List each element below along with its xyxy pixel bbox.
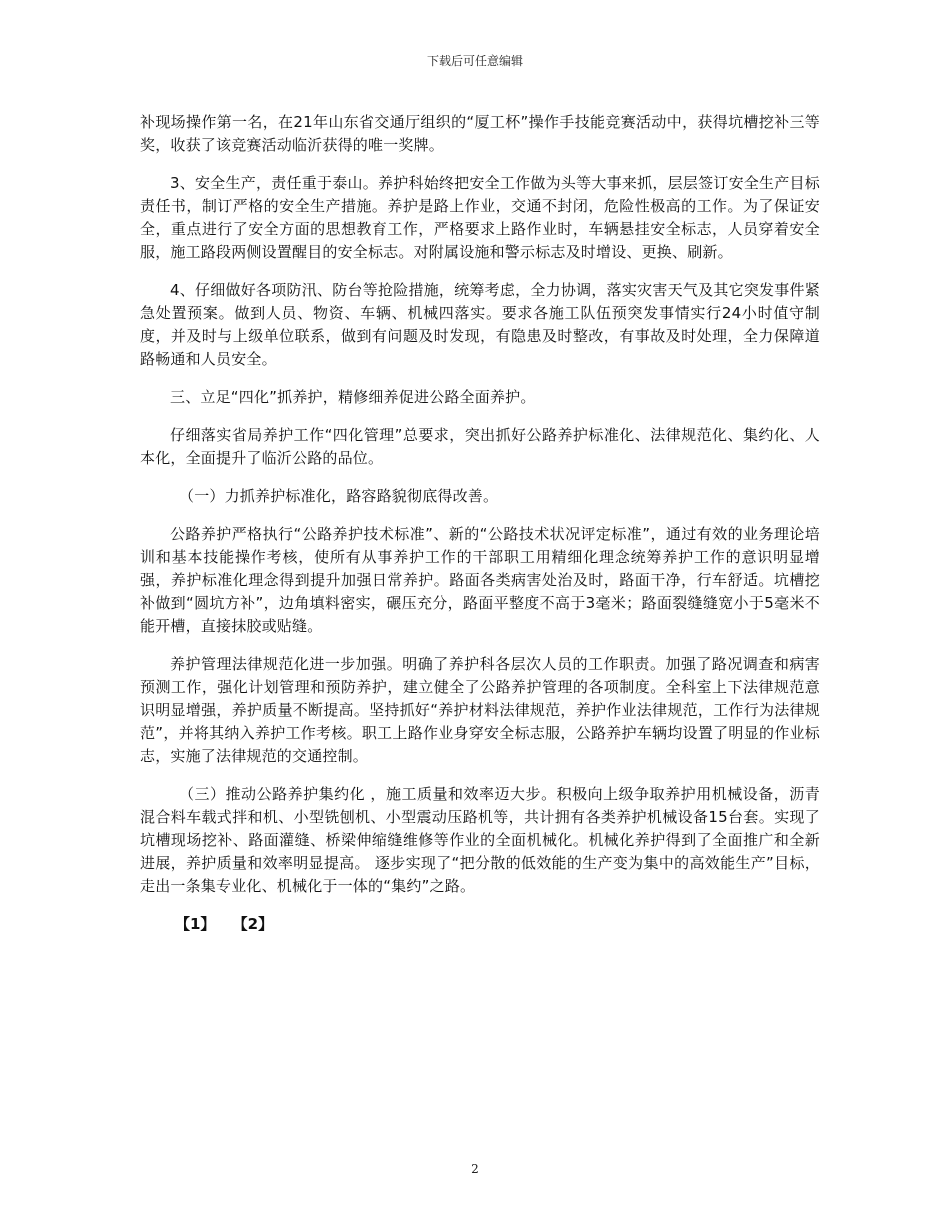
page-link-1[interactable]: 【1】 bbox=[175, 915, 216, 933]
pagination-links bbox=[140, 913, 820, 936]
paragraph-safety: 3、安全生产，责任重于泰山。养护科始终把安全工作做为头等大事来抓，层层签订安全生产目标责任书，制订严格的安全生产措施。养护是路上作业，交通不封闭，危险性极高的工作。为了保证安全，重点进行了安全方面的思想教育工作，严格要求上路作业时，车辆悬挂安全标志，人员穿着安全服，施工路段两侧设置醒目的安全标志。对附属设施和警示标志及时增设、更换、刷新。 bbox=[140, 174, 820, 261]
document-body bbox=[140, 111, 820, 936]
page-number: 2 bbox=[471, 1162, 479, 1176]
paragraph-flood-prevention: 4、仔细做好各项防汛、防台等抢险措施，统筹考虑，全力协调，落实灾害天气及其它突发事件紧急处置预案。做到人员、物资、车辆、机械四落实。要求各施工队伍预突发事情实行24小时值守制度，并及时与上级单位联系，做到有问题及时发现，有隐患及时整改，有事故及时处理，全力保障道路畅通和人员安全。 bbox=[140, 281, 820, 368]
section-heading-three: 三、立足“四化”抓养护，精修细养促进公路全面养护。 bbox=[170, 388, 536, 406]
subheading-standardization: （一）力抓养护标准化，路容路貌彻底得改善。 bbox=[179, 487, 499, 505]
paragraph-legal-norms: 养护管理法律规范化进一步加强。明确了养护科各层次人员的工作职责。加强了路况调查和病害预测工作，强化计划管理和预防养护，建立健全了公路养护管理的各项制度。全科室上下法律规范意识明显增强，养护质量不断提高。坚持抓好“养护材料法律规范，养护作业法律规范，工作行为法律规范”，并将其纳入养护工作考核。职工上路作业身穿安全标志服，公路养护车辆均设置了明显的作业标志，实施了法律规范的交通控制。 bbox=[140, 655, 820, 765]
paragraph-continuation: 补现场操作第一名，在21年山东省交通厅组织的“厦工杯”操作手技能竞赛活动中，获得坑槽挖补三等奖，收获了该竞赛活动临沂获得的唯一奖牌。 bbox=[140, 113, 820, 154]
page-header: 下载后可任意编辑 bbox=[426, 54, 523, 68]
page-link-2[interactable]: 【2】 bbox=[232, 915, 274, 933]
paragraph-four-modernizations: 仔细落实省局养护工作“四化管理”总要求，突出抓好公路养护标准化、法律规范化、集约化、人本化，全面提升了临沂公路的品位。 bbox=[140, 426, 820, 467]
paragraph-standards: 公路养护严格执行“公路养护技术标准”、新的“公路技术状况评定标准”，通过有效的业务理论培训和基本技能操作考核，使所有从事养护工作的干部职工用精细化理念统筹养护工作的意识明显增强，养护标准化理念得到提升加强日常养护。路面各类病害处治及时，路面干净，行车舒适。坑槽挖补做到“圆坑方补”，边角填料密实，碾压充分，路面平整度不高于3毫米；路面裂缝缝宽小于5毫米不能开槽，直接抹胶或贴缝。 bbox=[140, 525, 820, 635]
paragraph-intensification: （三）推动公路养护集约化 ，施工质量和效率迈大步。积极向上级争取养护用机械设备，沥青混合料车载式拌和机、小型铣刨机、小型震动压路机等，共计拥有各类养护机械设备15台套。实现了坑槽现场挖补、路面灌缝、桥梁伸缩缝维修等作业的全面机械化。机械化养护得到了全面推广和全新进展，养护质量和效率明显提高。 逐步实现了“把分散的低效能的生产变为集中的高效能生产”目标，走出一条集专业化、机械化于一体的“集约”之路。 bbox=[140, 785, 820, 895]
